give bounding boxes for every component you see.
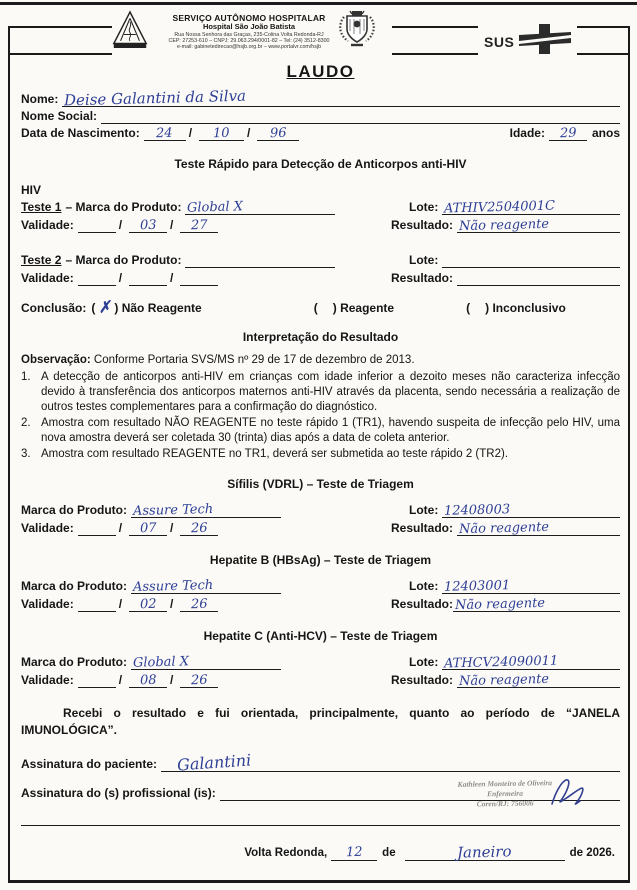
conclusao-label: Conclusão: bbox=[21, 301, 87, 315]
slash: / bbox=[118, 521, 123, 535]
sus-cross-icon bbox=[519, 24, 571, 59]
marca-produto-label: Marca do Produto: bbox=[21, 655, 128, 669]
slash: / bbox=[118, 597, 123, 611]
patient-signature: Galantini bbox=[176, 750, 252, 775]
teste2-label: Teste 2 bbox=[21, 253, 62, 267]
option-label: Reagente bbox=[340, 301, 395, 315]
sifilis-marca-value: Assure Tech bbox=[132, 501, 214, 520]
slash: / bbox=[118, 271, 123, 285]
hiv-teste2-marca-row bbox=[21, 253, 620, 268]
teste1-resultado-label: Resultado: bbox=[391, 218, 454, 232]
teste2-resultado-field bbox=[457, 271, 620, 286]
idade-field bbox=[549, 126, 587, 141]
page-top-edge bbox=[0, 2, 637, 5]
hiv-section-heading: Teste Rápido para Detecção de Anticorpos anti-HIV bbox=[174, 157, 467, 171]
hepatite-b-marca-value: Assure Tech bbox=[132, 577, 214, 596]
assinatura-paciente-field bbox=[161, 750, 620, 775]
paren-open: ( bbox=[466, 301, 471, 315]
item-number: 2. bbox=[21, 417, 31, 429]
hepatite-b-validade-row bbox=[21, 597, 620, 612]
item-text: Amostra com resultado REAGENTE no TR1, deverá ser submetida ao teste rápido 2 (TR2). bbox=[41, 448, 509, 460]
hiv-teste1-marca-row bbox=[21, 200, 620, 215]
nascimento-ano: 96 bbox=[269, 125, 287, 142]
teste2-validade-ano bbox=[180, 271, 218, 286]
marca-produto-label: – Marca do Produto: bbox=[65, 200, 182, 214]
nome-social-row bbox=[21, 109, 620, 124]
interpretacao-heading: Interpretação do Resultado bbox=[242, 330, 399, 344]
validade-mes bbox=[129, 673, 167, 688]
nascimento-mes-field bbox=[199, 126, 244, 141]
nascimento-row bbox=[21, 126, 620, 141]
hepatite-c-resultado-value: Não reagente bbox=[458, 671, 550, 690]
hw-value: 26 bbox=[190, 596, 208, 613]
hepatite-b-resultado-value: Não reagente bbox=[454, 595, 546, 614]
nascimento-dia: 24 bbox=[156, 125, 174, 142]
teste2-validade-dia bbox=[78, 271, 116, 286]
conclusao-option-inconclusivo bbox=[466, 301, 566, 315]
hiv-label: HIV bbox=[21, 183, 42, 197]
nascimento-ano-field bbox=[257, 126, 299, 141]
slash: / bbox=[170, 673, 174, 687]
hw-value: 26 bbox=[190, 672, 208, 689]
footer-mes-field bbox=[405, 842, 565, 862]
slash: / bbox=[188, 126, 193, 140]
slash: / bbox=[170, 521, 174, 535]
hepatite-b-lote-value: 12403001 bbox=[444, 578, 511, 595]
teste1-validade-label: Validade: bbox=[21, 218, 74, 232]
sifilis-heading: Sífilis (VDRL) – Teste de Triagem bbox=[227, 477, 414, 491]
footer-dia: 12 bbox=[345, 844, 363, 861]
nome-label: Nome: bbox=[21, 92, 59, 106]
validade-dia bbox=[78, 597, 116, 612]
document-body bbox=[21, 58, 620, 861]
validade-label: Validade: bbox=[21, 521, 74, 535]
hospital-address: Rua Nossa Senhora das Graças, 235-Colina Volta Redonda-RJ bbox=[174, 32, 324, 39]
conclusao-checkmark: ✗ bbox=[97, 297, 113, 317]
stamp-cargo: Enfermeira bbox=[486, 788, 523, 799]
conclusao-option-nao-reagente bbox=[91, 297, 202, 317]
teste1-validade-mes bbox=[129, 218, 167, 233]
nome-row bbox=[21, 86, 620, 110]
marca-produto-label: Marca do Produto: bbox=[21, 579, 128, 593]
item-text: Amostra com resultado NÃO REAGENTE no teste rápido 1 (TR1), havendo suspeita de infecção pelo HIV, uma nova amostra deverá ser coletada 30 (trinta) dias após a data de coleta anterior. bbox=[41, 417, 620, 444]
teste1-resultado-value: Não reagente bbox=[458, 216, 550, 235]
assinatura-paciente-row bbox=[21, 750, 620, 775]
item-number: 1. bbox=[21, 371, 31, 383]
hiv-label-row bbox=[21, 183, 620, 198]
nascimento-mes: 10 bbox=[213, 125, 230, 142]
hospital-email-site: e-mail: gabinetedirecao@hsjb.org.br – www.portalvr.com/hsjb bbox=[176, 44, 322, 51]
footer-date-row bbox=[21, 842, 620, 862]
document-title: LAUDO bbox=[286, 62, 355, 81]
teste2-lote-label: Lote: bbox=[409, 253, 439, 267]
idade-label: Idade: bbox=[509, 126, 545, 140]
hepatite-c-marca-row bbox=[21, 655, 620, 670]
sifilis-lote-label: Lote: bbox=[409, 503, 439, 517]
option-label: Inconclusivo bbox=[492, 301, 566, 315]
interpretacao-item-2 bbox=[21, 416, 620, 446]
hepatite-c-lote-value: ATHCV24090011 bbox=[444, 653, 559, 672]
teste2-validade-label: Validade: bbox=[21, 271, 74, 285]
hw-value: 02 bbox=[139, 596, 157, 613]
hepatite-c-marca-field bbox=[131, 655, 281, 670]
resultado-label: Resultado: bbox=[391, 597, 454, 611]
slash: / bbox=[118, 218, 123, 232]
hw-value: 08 bbox=[139, 672, 157, 689]
hepatite-b-lote-label: Lote: bbox=[409, 579, 439, 593]
interpretacao-item-3 bbox=[21, 447, 620, 462]
teste1-marca-value: Global X bbox=[187, 199, 244, 216]
org-name: SERVIÇO AUTÔNOMO HOSPITALAR bbox=[172, 12, 326, 23]
sus-label: SUS bbox=[484, 33, 515, 50]
conclusao-row bbox=[21, 297, 620, 317]
teste1-marca-field bbox=[185, 200, 335, 215]
assinatura-paciente-label: Assinatura do paciente: bbox=[21, 757, 158, 771]
validade-label: Validade: bbox=[21, 673, 74, 687]
acknowledgment-paragraph: Recebi o resultado e fui orientada, principalmente, quanto ao período de “JANELA IMUNOLÓGICA”. bbox=[21, 706, 620, 737]
paren-open: ( bbox=[91, 301, 96, 315]
slash: / bbox=[118, 673, 123, 687]
assinatura-profissional-field bbox=[220, 778, 620, 808]
hepatite-b-resultado-field bbox=[453, 597, 620, 612]
hepatite-c-marca-value: Global X bbox=[132, 654, 190, 671]
sus-logo bbox=[478, 22, 577, 61]
sifilis-resultado-value: Não reagente bbox=[458, 519, 550, 538]
hepatite-b-heading: Hepatite B (HBsAg) – Teste de Triagem bbox=[209, 553, 432, 567]
professional-signature-icon bbox=[540, 772, 592, 816]
sifilis-marca-row bbox=[21, 503, 620, 518]
validade-mes bbox=[129, 521, 167, 536]
validade-ano bbox=[180, 673, 218, 688]
paren-close: ) bbox=[485, 301, 490, 315]
teste1-validade-ano bbox=[180, 218, 218, 233]
hw-value: 26 bbox=[190, 520, 208, 537]
sifilis-validade-row bbox=[21, 521, 620, 536]
hepatite-c-heading: Hepatite C (Anti-HCV) – Teste de Triagem bbox=[203, 629, 438, 643]
option-label: Não Reagente bbox=[121, 301, 202, 315]
teste1-lote-value: ATHIV2504001C bbox=[444, 198, 556, 217]
nascimento-dia-field bbox=[144, 126, 186, 141]
hw-value: 03 bbox=[139, 217, 157, 234]
assinatura-profissional-second-line bbox=[21, 825, 620, 826]
teste1-lote-label: Lote: bbox=[409, 200, 439, 214]
slash: / bbox=[170, 218, 174, 232]
nome-social-field bbox=[101, 109, 620, 124]
resultado-label: Resultado: bbox=[391, 673, 454, 687]
observacao-line bbox=[21, 353, 620, 368]
hiv-teste2-validade-row bbox=[21, 271, 620, 286]
nome-social-label: Nome Social: bbox=[21, 109, 98, 123]
teste1-validade-dia bbox=[78, 218, 116, 233]
marca-produto-label: Marca do Produto: bbox=[21, 503, 128, 517]
assinatura-profissional-label: Assinatura do (s) profissional (is): bbox=[21, 786, 216, 800]
validade-mes bbox=[129, 597, 167, 612]
teste1-lote-field bbox=[442, 200, 620, 215]
validade-dia bbox=[78, 521, 116, 536]
slash: / bbox=[170, 271, 174, 285]
footer-dia-field bbox=[331, 846, 377, 861]
assinatura-profissional-row bbox=[21, 778, 620, 808]
nome-field bbox=[62, 86, 620, 110]
hepatite-b-lote-field bbox=[442, 579, 620, 594]
nascimento-label: Data de Nascimento: bbox=[21, 126, 140, 140]
hepatite-c-validade-row bbox=[21, 673, 620, 688]
nome-value: Deise Galantini da Silva bbox=[64, 86, 247, 110]
observacao-label: Observação: bbox=[21, 354, 91, 366]
paren-close: ) bbox=[332, 301, 337, 315]
stamp-nome: Kathleen Monteiro de Oliveira bbox=[457, 778, 552, 789]
resultado-label: Resultado: bbox=[391, 521, 454, 535]
stamp-registro: Coren/RJ: 756006 bbox=[476, 798, 534, 808]
hospital-logo-icon bbox=[112, 9, 148, 56]
observacao-text: Conforme Portaria SVS/MS nº 29 de 17 de dezembro de 2013. bbox=[93, 354, 415, 366]
teste1-resultado-field bbox=[457, 218, 620, 233]
validade-label: Validade: bbox=[21, 597, 74, 611]
cidade-label: Volta Redonda, bbox=[244, 847, 328, 859]
hepatite-b-marca-row bbox=[21, 579, 620, 594]
hiv-teste1-validade-row bbox=[21, 218, 620, 233]
teste2-marca-field bbox=[185, 253, 335, 268]
hw-value: 07 bbox=[139, 520, 157, 537]
hospital-name: Hospital São João Batista bbox=[202, 22, 296, 32]
hepatite-c-resultado-field bbox=[457, 673, 620, 688]
idade-value: 29 bbox=[559, 125, 577, 142]
paren-open: ( bbox=[313, 301, 318, 315]
coat-of-arms-icon bbox=[334, 8, 380, 57]
sifilis-marca-field bbox=[131, 503, 281, 518]
hepatite-b-marca-field bbox=[131, 579, 281, 594]
sifilis-resultado-field bbox=[457, 521, 620, 536]
teste2-lote-field bbox=[442, 253, 620, 268]
ano-label: de 2026. bbox=[569, 847, 615, 859]
validade-dia bbox=[78, 673, 116, 688]
hw-value: 27 bbox=[190, 217, 208, 234]
footer-mes: Janeiro bbox=[457, 842, 513, 862]
sifilis-lote-value: 12408003 bbox=[444, 502, 511, 519]
item-text: A detecção de anticorpos anti-HIV em crianças com idade inferior a dezoito meses não caracteriza infecção devido à transferência dos anticorpos maternos anti-HIV através da placenta, sendo necessária a realização de outros testes complementares para a confirmação do diagnóstico. bbox=[41, 371, 620, 413]
interpretacao-item-1 bbox=[21, 370, 620, 415]
teste2-resultado-label: Resultado: bbox=[391, 271, 454, 285]
hepatite-c-lote-field bbox=[442, 655, 620, 670]
validade-ano bbox=[180, 521, 218, 536]
slash: / bbox=[247, 126, 251, 140]
de-label: de bbox=[382, 847, 396, 859]
item-number: 3. bbox=[21, 448, 31, 460]
sifilis-lote-field bbox=[442, 503, 620, 518]
slash: / bbox=[170, 597, 174, 611]
hepatite-c-lote-label: Lote: bbox=[409, 655, 439, 669]
hospital-contact: CEP: 27253-610 – CNPJ: 29.063.294/0001-82 – Tel: (24) 3512-8300 bbox=[168, 38, 330, 45]
conclusao-option-reagente bbox=[314, 301, 394, 315]
paren-close: ) bbox=[114, 301, 119, 315]
validade-ano bbox=[180, 597, 218, 612]
anos-label: anos bbox=[591, 126, 620, 140]
teste2-validade-mes bbox=[129, 271, 167, 286]
hospital-info bbox=[154, 14, 344, 51]
teste1-label: Teste 1 bbox=[21, 200, 62, 214]
marca-produto-label: – Marca do Produto: bbox=[65, 253, 182, 267]
